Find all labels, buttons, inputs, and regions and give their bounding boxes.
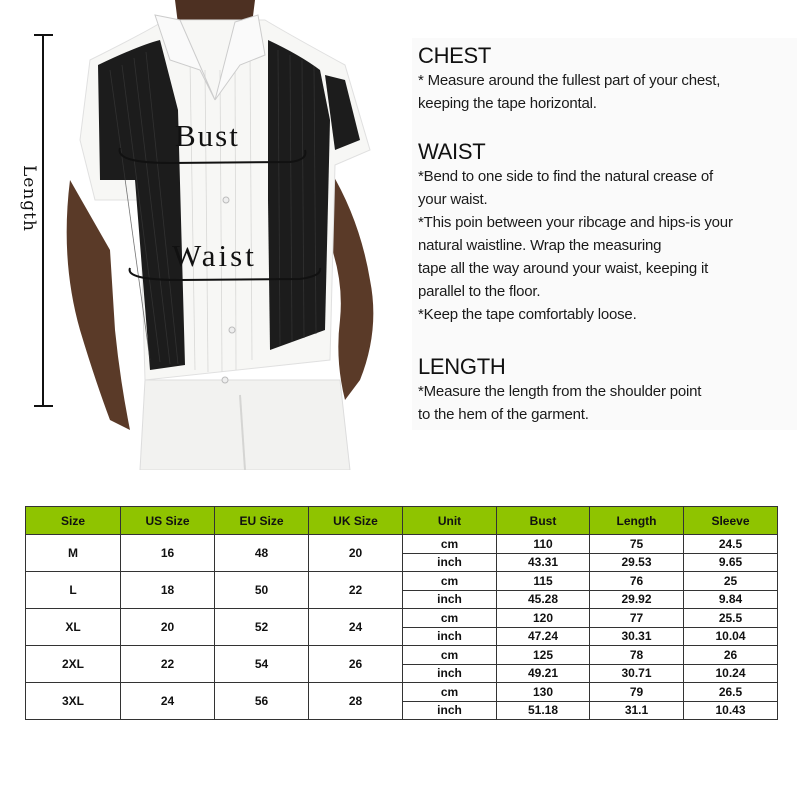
cell-unit: inch	[403, 664, 497, 683]
table-row	[26, 535, 778, 554]
cell-uk: 24	[309, 609, 403, 646]
cell-bust: 120	[497, 609, 590, 628]
chest-section	[418, 43, 720, 115]
cell-bust: 110	[497, 535, 590, 554]
cell-unit: inch	[403, 627, 497, 646]
size-chart-table	[25, 506, 778, 720]
cell-eu: 56	[215, 683, 309, 720]
cell-length: 31.1	[590, 701, 684, 720]
cell-unit: inch	[403, 701, 497, 720]
cell-unit: cm	[403, 646, 497, 665]
table-row	[26, 609, 778, 628]
cell-unit: inch	[403, 553, 497, 572]
cell-length: 30.31	[590, 627, 684, 646]
cell-bust: 115	[497, 572, 590, 591]
header-size: Size	[26, 507, 121, 535]
cell-length: 75	[590, 535, 684, 554]
header-unit: Unit	[403, 507, 497, 535]
cell-length: 77	[590, 609, 684, 628]
cell-bust: 125	[497, 646, 590, 665]
cell-eu: 52	[215, 609, 309, 646]
cell-length: 30.71	[590, 664, 684, 683]
cell-unit: cm	[403, 609, 497, 628]
waist-label: Waist	[172, 238, 257, 273]
cell-us: 22	[121, 646, 215, 683]
table-row	[26, 646, 778, 665]
cell-bust: 43.31	[497, 553, 590, 572]
chest-title: CHEST	[418, 43, 492, 68]
waist-line: *Keep the tape comfortably loose.	[418, 306, 637, 323]
cell-length: 29.92	[590, 590, 684, 609]
waist-section	[418, 139, 733, 326]
length-section	[418, 354, 701, 426]
cell-us: 18	[121, 572, 215, 609]
table-row	[26, 572, 778, 591]
cell-eu: 54	[215, 646, 309, 683]
waist-line: natural waistline. Wrap the measuring	[418, 237, 662, 254]
waist-line: parallel to the floor.	[418, 283, 541, 300]
shirt-illustration	[0, 0, 410, 470]
cell-sleeve: 24.5	[684, 535, 778, 554]
length-line: *Measure the length from the shoulder point	[418, 383, 702, 400]
waist-line: tape all the way around your waist, keeping it	[418, 260, 709, 277]
length-label: Length	[19, 165, 39, 232]
cell-length: 79	[590, 683, 684, 702]
chest-line: keeping the tape horizontal.	[418, 95, 597, 112]
header-sleeve: Sleeve	[684, 507, 778, 535]
chest-line: * Measure around the fullest part of your chest,	[418, 72, 721, 89]
cell-bust: 49.21	[497, 664, 590, 683]
waist-title: WAIST	[418, 139, 486, 164]
waist-line: *Bend to one side to find the natural crease of	[418, 168, 713, 185]
cell-unit: cm	[403, 535, 497, 554]
cell-size: 3XL	[26, 683, 121, 720]
cell-sleeve: 25.5	[684, 609, 778, 628]
product-photo	[0, 0, 410, 470]
cell-us: 20	[121, 609, 215, 646]
cell-bust: 45.28	[497, 590, 590, 609]
cell-size: L	[26, 572, 121, 609]
header-length: Length	[590, 507, 684, 535]
cell-length: 76	[590, 572, 684, 591]
cell-eu: 48	[215, 535, 309, 572]
cell-length: 78	[590, 646, 684, 665]
cell-uk: 22	[309, 572, 403, 609]
cell-sleeve: 26.5	[684, 683, 778, 702]
header-bust: Bust	[497, 507, 590, 535]
header-eu-size: EU Size	[215, 507, 309, 535]
cell-sleeve: 9.84	[684, 590, 778, 609]
shirt-panel-right	[268, 40, 330, 350]
cell-sleeve: 10.24	[684, 664, 778, 683]
waist-line: your waist.	[418, 191, 488, 208]
cell-sleeve: 9.65	[684, 553, 778, 572]
length-title: LENGTH	[418, 354, 506, 379]
header-uk-size: UK Size	[309, 507, 403, 535]
cell-unit: inch	[403, 590, 497, 609]
measurement-instructions	[412, 38, 797, 430]
cell-unit: cm	[403, 683, 497, 702]
bust-label: Bust	[175, 118, 240, 153]
cell-uk: 20	[309, 535, 403, 572]
cell-length: 29.53	[590, 553, 684, 572]
cell-sleeve: 25	[684, 572, 778, 591]
cell-size: XL	[26, 609, 121, 646]
cell-uk: 28	[309, 683, 403, 720]
length-line: to the hem of the garment.	[418, 406, 589, 423]
cell-us: 24	[121, 683, 215, 720]
cell-us: 16	[121, 535, 215, 572]
cell-bust: 130	[497, 683, 590, 702]
header-us-size: US Size	[121, 507, 215, 535]
cell-uk: 26	[309, 646, 403, 683]
cell-unit: cm	[403, 572, 497, 591]
cell-sleeve: 10.43	[684, 701, 778, 720]
cell-size: M	[26, 535, 121, 572]
cell-sleeve: 26	[684, 646, 778, 665]
table-row	[26, 683, 778, 702]
waist-line: *This poin between your ribcage and hips-is your	[418, 214, 733, 231]
cell-sleeve: 10.04	[684, 627, 778, 646]
cell-size: 2XL	[26, 646, 121, 683]
left-arm	[67, 180, 130, 430]
cell-eu: 50	[215, 572, 309, 609]
cell-bust: 47.24	[497, 627, 590, 646]
table-header-row	[26, 507, 778, 535]
cell-bust: 51.18	[497, 701, 590, 720]
